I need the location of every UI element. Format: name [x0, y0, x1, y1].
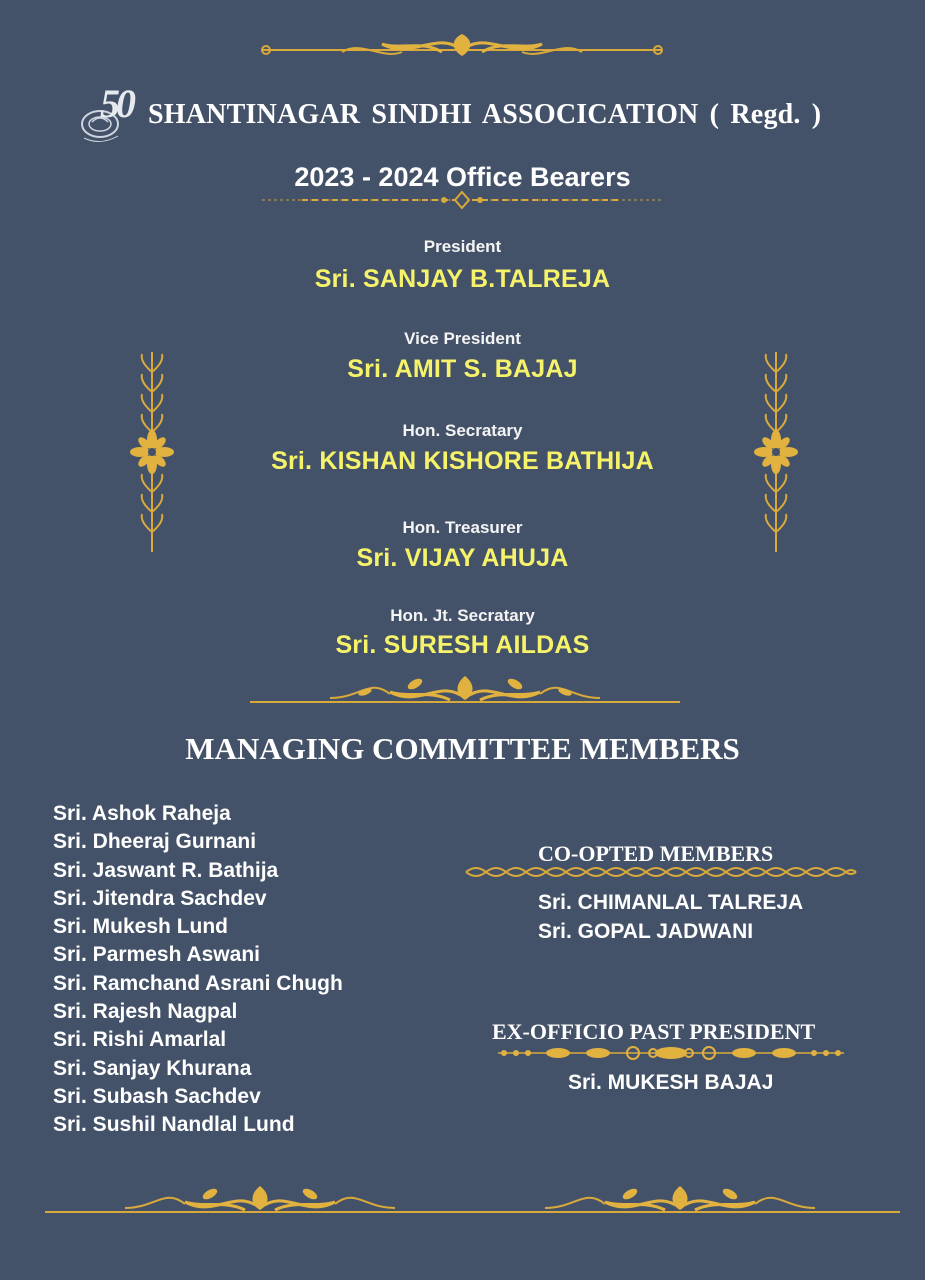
- subtitle-divider-icon: [262, 192, 662, 208]
- list-item: Sri. Sanjay Khurana: [53, 1056, 252, 1080]
- president-name: Sri. SANJAY B.TALREJA: [314, 265, 611, 293]
- list-item: Sri. GOPAL JADWANI: [538, 920, 754, 943]
- list-item: Sri. Dheeraj Gurnani: [53, 830, 257, 854]
- secretary-name: Sri. KISHAN KISHORE BATHIJA: [271, 447, 654, 475]
- list-item: Sri. Ramchand Asrani Chugh: [53, 971, 343, 995]
- list-item: Sri. Parmesh Aswani: [53, 943, 260, 967]
- co-opted-heading: CO-OPTED MEMBERS: [538, 841, 774, 866]
- top-ornament-icon: [262, 30, 662, 70]
- vice-president-name: Sri. AMIT S. BAJAJ: [347, 355, 578, 383]
- secretary-role: Hon. Secratary: [402, 421, 523, 440]
- jt-secretary-role: Hon. Jt. Secratary: [390, 606, 535, 625]
- co-opted-divider-icon: [466, 864, 856, 880]
- ex-officio-divider-icon: [498, 1044, 844, 1062]
- committee-member-list: [53, 800, 343, 1140]
- left-floral-vine-icon: [130, 352, 174, 552]
- list-item: Sri. CHIMANLAL TALREJA: [538, 891, 804, 914]
- jubilee-logo: [78, 81, 148, 148]
- list-item: Sri. Subash Sachdev: [53, 1084, 261, 1108]
- middle-ornament-icon: [250, 668, 680, 712]
- ex-officio-name: Sri. MUKESH BAJAJ: [568, 1071, 774, 1094]
- treasurer-name: Sri. VIJAY AHUJA: [356, 544, 569, 572]
- managing-committee-heading: MANAGING COMMITTEE MEMBERS: [185, 731, 740, 766]
- list-item: Sri. Ashok Raheja: [53, 802, 231, 825]
- organization-title: SHANTINAGAR SINDHI ASSOCICATION ( Regd. ): [148, 99, 822, 130]
- office-bearers-heading: 2023 - 2024 Office Bearers: [294, 162, 631, 192]
- co-opted-member-list: [538, 888, 803, 946]
- list-item: Sri. Jaswant R. Bathija: [53, 858, 279, 882]
- list-item: Sri. Mukesh Lund: [53, 915, 229, 939]
- list-item: Sri. Rajesh Nagpal: [53, 1000, 238, 1024]
- logo-number: 50: [100, 81, 132, 126]
- ex-officio-heading: EX-OFFICIO PAST PRESIDENT: [492, 1019, 816, 1044]
- list-item: Sri. Jitendra Sachdev: [53, 886, 267, 910]
- jt-secretary-name: Sri. SURESH AILDAS: [335, 631, 590, 659]
- president-role: President: [423, 237, 502, 256]
- treasurer-role: Hon. Treasurer: [402, 518, 523, 537]
- list-item: Sri. Sushil Nandlal Lund: [53, 1113, 295, 1137]
- bottom-ornament-icon: [45, 1176, 900, 1226]
- list-item: Sri. Rishi Amarlal: [53, 1028, 227, 1052]
- vice-president-role: Vice President: [404, 329, 521, 348]
- right-floral-vine-icon: [754, 352, 798, 552]
